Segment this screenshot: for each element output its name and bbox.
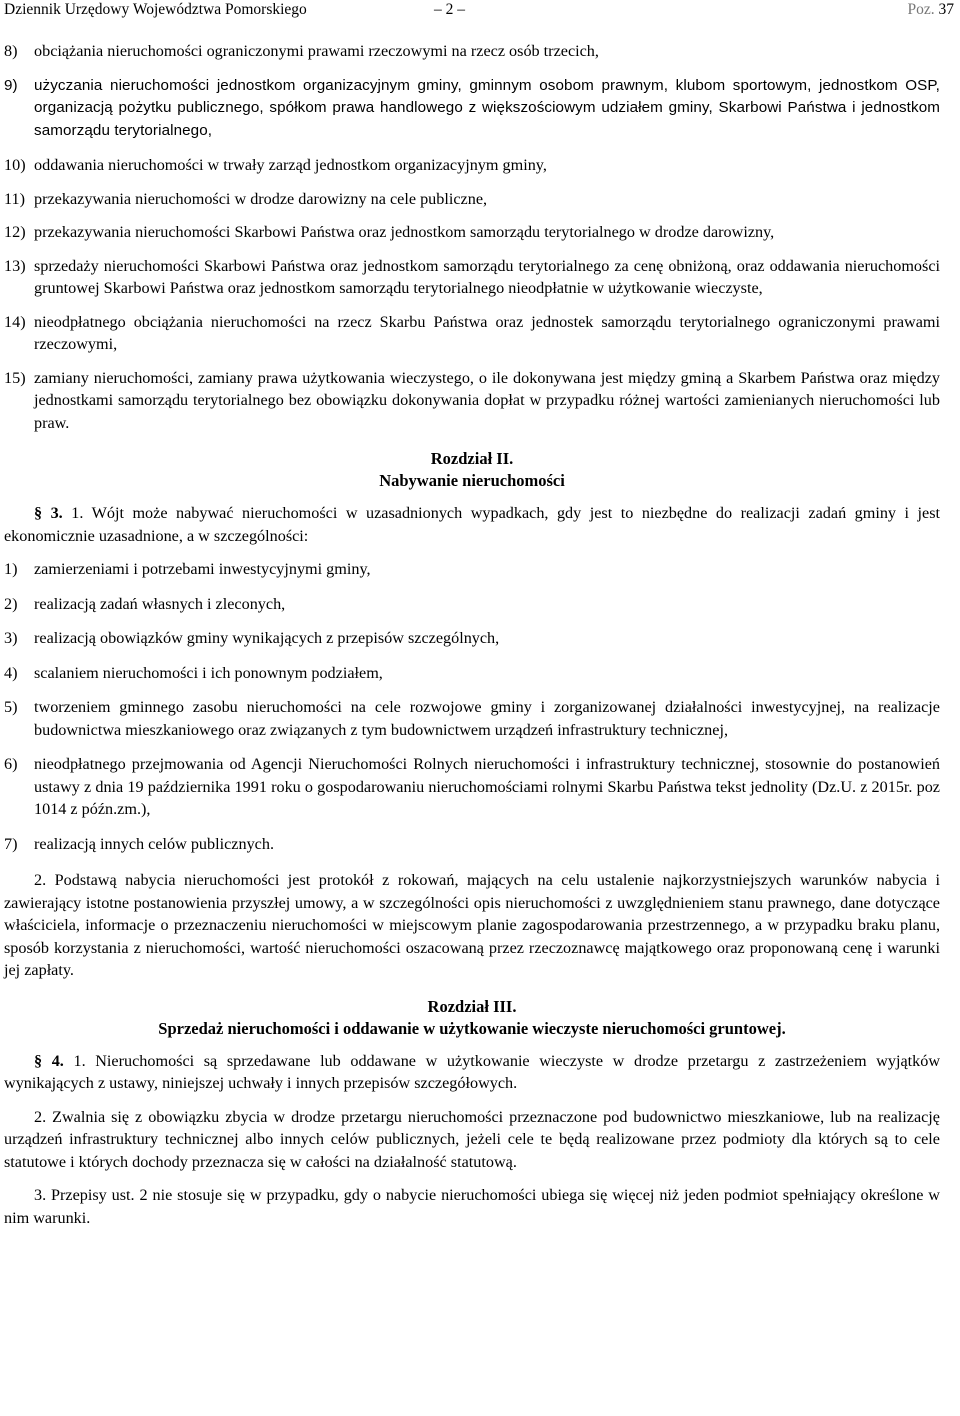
- item-text: realizacją zadań własnych i zleconych,: [34, 594, 286, 613]
- list-item: [4, 40, 940, 63]
- item-number: 13): [4, 256, 26, 275]
- item-number: 2): [4, 594, 18, 613]
- item-text: realizacją obowiązków gminy wynikających z przepisów szczególnych,: [34, 629, 500, 647]
- item-number: 4): [4, 663, 18, 682]
- item-text: tworzeniem gminnego zasobu nieruchomości na cele rozwojowe gminy i zorganizowanej działalności inwestycyjnej, na realizacje budownictwa mieszkaniowego oraz związanych z tym budownictwem urządzeń infrastruktury technicznej,: [34, 698, 940, 739]
- section-paragraph: 2. Podstawą nabycia nieruchomości jest protokół z rokowań, mających na celu ustalenie najkorzystniejszych warunków nabycia i zawierający istotne postanowienia przyszłej umowy, a w szczególności opis nieruchomości z uwzględnieniem stanu prawnego, dane dotyczące właściciela, informacje o przeznaczeniu nieruchomości w miejscowym planie zagospodarowania przestrzennego, a w przypadku braku planu, sposób korzystania z nieruchomości, wartość nieruchomości oszacowaną przez rzeczoznawcę majątkowego oraz proponowaną cenę i warunki jej zapłaty.: [4, 871, 940, 979]
- chapter-title: Rozdział II.: [430, 449, 514, 468]
- item-number: 1): [4, 560, 18, 578]
- list-item: [4, 753, 940, 821]
- item-number: 11): [4, 189, 25, 208]
- chapter-title: Rozdział III.: [427, 996, 517, 1016]
- item-number: 10): [4, 156, 26, 174]
- item-number: 5): [4, 698, 18, 716]
- section-paragraph: [4, 1050, 940, 1095]
- page-header: [4, 0, 954, 20]
- item-text: sprzedaży nieruchomości Skarbowi Państwa oraz jednostkom samorządu terytorialnego za cenę obniżoną, oraz oddawania nieruchomości gruntowej Skarbowi Państwa oraz jednostkom samorządu terytorialnego nieodpłatnie w użytkowanie wieczyste,: [34, 256, 940, 297]
- section-paragraph: 3. Przepisy ust. 2 nie stosuje się w przypadku, gdy o nabycie nieruchomości ubiega się więcej niż jeden podmiot spełniający określone w nim warunki.: [4, 1186, 940, 1227]
- section-number: § 4.: [34, 1051, 64, 1070]
- position-prefix: Poz.: [907, 1, 935, 18]
- item-number: 9): [4, 76, 18, 94]
- item-number: 15): [4, 368, 26, 387]
- list-item: [4, 662, 940, 685]
- journal-title: Dziennik Urzędowy Województwa Pomorskiego: [4, 1, 307, 18]
- list-item: [4, 221, 940, 244]
- item-text: realizacją innych celów publicznych.: [34, 834, 274, 853]
- list-item: [4, 367, 940, 435]
- list-item: [4, 593, 940, 616]
- item-number: 6): [4, 755, 18, 773]
- chapter-subtitle: Nabywanie nieruchomości: [379, 471, 565, 490]
- item-text: zamiany nieruchomości, zamiany prawa użytkowania wieczystego, o ile dokonywana jest między gminą a Skarbem Państwa oraz między jednostkami samorządu terytorialnego bez obowiązku dokonywania dopłat w przypadku różnej wartości zamienianych nieruchomości lub praw.: [34, 368, 940, 432]
- item-text: nieodpłatnego obciążania nieruchomości na rzecz Skarbu Państwa oraz jednostek samorządu terytorialnego ograniczonymi prawami rzeczowymi,: [34, 312, 940, 353]
- list-item: [4, 255, 940, 300]
- section-number: § 3.: [34, 504, 63, 522]
- paragraph-text: 1. Wójt może nabywać nieruchomości w uzasadnionych wypadkach, gdy jest to niezbędne do realizacji zadań gminy i jest ekonomicznie uzasadnione, a w szczególności:: [4, 504, 941, 545]
- list-item: [4, 311, 940, 356]
- item-number: 14): [4, 312, 26, 331]
- position-number: 37: [938, 1, 954, 18]
- list-item: [4, 833, 940, 856]
- item-text: obciążania nieruchomości ograniczonymi prawami rzeczowymi na rzecz osób trzecich,: [34, 42, 599, 60]
- list-item: [4, 696, 940, 741]
- item-text: scalaniem nieruchomości i ich ponownym podziałem,: [34, 663, 383, 682]
- list-item: [4, 188, 940, 211]
- list-item: [4, 558, 940, 581]
- item-number: 8): [4, 42, 18, 60]
- document-body: [4, 40, 940, 1229]
- list-item: [4, 75, 940, 143]
- item-text: zamierzeniami i potrzebami inwestycyjnymi gminy,: [34, 560, 371, 578]
- item-text: oddawania nieruchomości w trwały zarząd jednostkom organizacyjnym gminy,: [34, 156, 547, 174]
- chapter-subtitle: Sprzedaż nieruchomości i oddawanie w użytkowanie wieczyste nieruchomości gruntowej.: [158, 1018, 786, 1038]
- paragraph-text: 1. Nieruchomości są sprzedawane lub oddawane w użytkowanie wieczyste w drodze przetargu z zastrzeżeniem wyjątków wynikających z ustawy, niniejszej uchwały i innych przepisów szczegółowych.: [4, 1051, 941, 1092]
- item-text: nieodpłatnego przejmowania od Agencji Nieruchomości Rolnych nieruchomości i infrastruktury technicznej, stosownie do postanowień ustawy z dnia 19 października 1991 roku o gospodarowaniu nieruchomościami rolnymi Skarbu Państwa tekst jednolity (Dz.U. z 2015r. poz 1014 z późn.zm.),: [34, 755, 940, 818]
- item-number: 12): [4, 223, 26, 241]
- item-number: 7): [4, 834, 18, 853]
- list-item: [4, 627, 940, 650]
- item-number: 3): [4, 629, 18, 647]
- section-paragraph: 2. Zwalnia się z obowiązku zbycia w drodze przetargu nieruchomości przeznaczone pod budownictwo mieszkaniowe, lub na realizację urządzeń infrastruktury technicznej albo innych celów publicznych, jeżeli cele te będą realizowane przez podmioty dla których są to cele statutowe i których dochody przeznacza się w całości na działalność statutową.: [4, 1107, 940, 1171]
- page-marker: – 2 –: [434, 1, 465, 18]
- section-paragraph: [4, 502, 940, 547]
- item-text: użyczania nieruchomości jednostkom organizacyjnym gminy, gminnym osobom prawnym, klubom sportowym, jednostkom OSP, organizacją pożytku publicznego, spółkom prawa handlowego z większościowym udziałem gminy, Skarbowi Państwa i jednostkom samorządu terytorialnego,: [34, 76, 940, 139]
- item-text: przekazywania nieruchomości w drodze darowizny na cele publiczne,: [34, 189, 488, 208]
- item-text: przekazywania nieruchomości Skarbowi Państwa oraz jednostkom samorządu terytorialnego w drodze darowizny,: [34, 223, 775, 241]
- position-label: [908, 0, 955, 20]
- list-item: [4, 154, 940, 177]
